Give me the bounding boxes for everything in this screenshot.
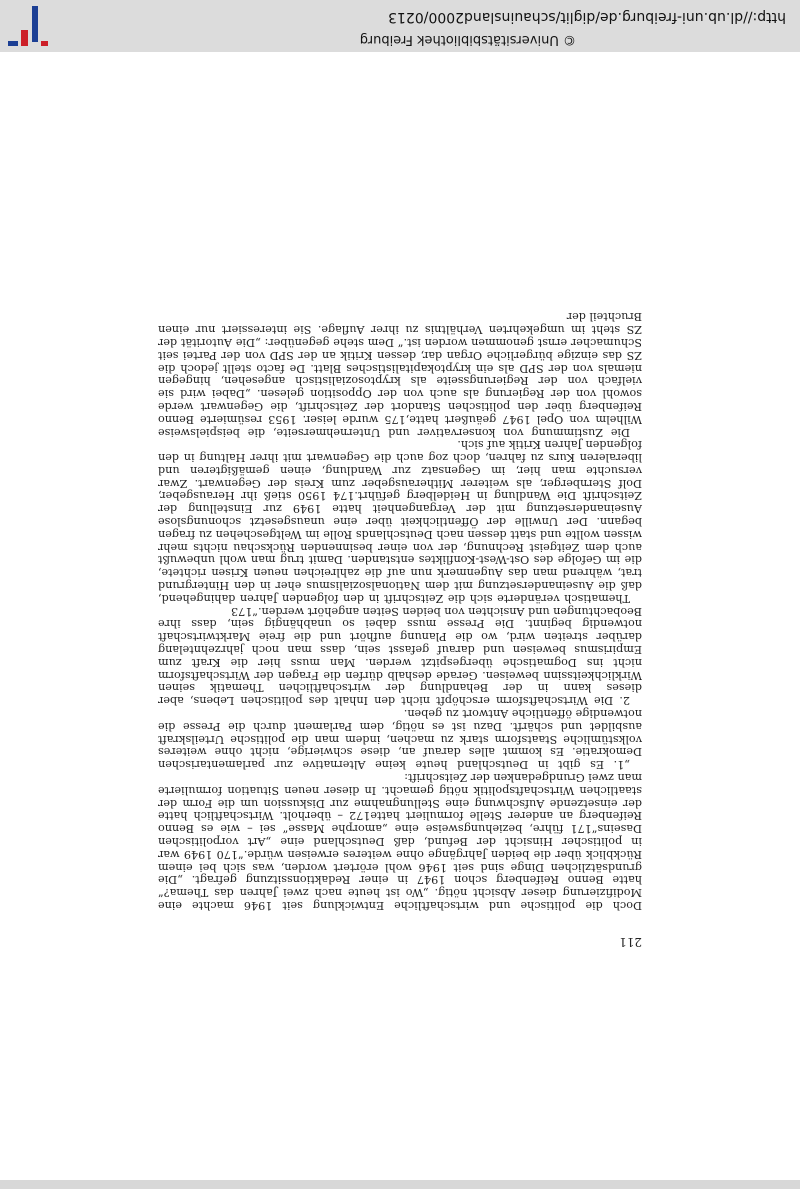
page-number: 211 <box>619 935 642 949</box>
footer-band <box>0 1180 800 1189</box>
header-band <box>0 0 800 52</box>
paragraph-3-quote: 2. Die Wirtschaftsform erschöpft nicht den Inhalt des politischen Lebens, aber dieses kann in der Behandlung der wirtschaftlichen Thematik seinen Wirklichkeitssinn beweisen. Gerade deshalb dürfen die Fragen der Wirtschaftsform nicht ins Dogmatische übergespitzt werden. Man muss hier die Kraft zum Empirismus beweisen und darauf gefasst sein, dass man noch jahrzehntelang darüber streiten wird, wo die Planung aufhört und die freie Marktwirtschaft notwendig beginnt. Die Presse muss dabei so unabhängig sein, dass ihre Beobachtungen und Ansichten von beiden Seiten angehört werden.“173 <box>158 604 642 708</box>
paragraph-1: Doch die politische und wirtschaftliche Entwicklung seit 1946 machte eine Modifizierung dieser Absicht nötig. „Wo ist heute nach zwei Jahren das Thema?“ hatte Benno Reifenberg schon 1947 in einer Redaktionssitzung gefragt. „Die grundsätzlichen Dinge sind seit 1946 wohl erörtert worden, was sich bei einem Rückblick über die beiden Jahrgänge ohne weiteres erweisen würde.“170 1949 war in politischer Hinsicht der Befund, daß Deutschland eine „Art vorpolitischen Daseins“171 führe, beziehungsweise eine „amorphe Masse“ sei – wie es Benno Reifenberg an anderer Stelle formuliert hatte172 – überholt. Wirtschaftlich hatte der einsetzende Aufschwung eine Stellungnahme zur Diskussion um die Form der staatlichen Wirtschaftspolitik nötig gemacht. In dieser neuen Situation formulierte man zwei Grundgedanken der Zeitschrift: <box>158 771 642 912</box>
paragraph-5: Die Zustimmung von konservativer und Unternehmerseite, die beispielsweise Wilhelm von Opel 1947 geäußert hatte,175 wurde leiser. 1953 resümierte Benno Reifenberg über den politischen Standort der Zeitschrift, die Gegenwart werde sowohl von der Regierung als auch von der Opposition gelesen. „Dabei wird sie vielfach von der Regierungsseite als kryptosozialistisch angesehen, hingegen niemals von der SPD als ein kryptokapitalistisches Blatt. De facto stellt jedoch die ZS das einzige bürgerliche Organ dar, dessen Kritik an der SPD von der Partei seit Schumacher ernst genommen worden ist.“ Dem stehe gegenüber: „Die Autorität der ZS steht im umgekehrten Verhältnis zu ihrer Auflage. Sie interessiert nur einen Bruchteil der <box>158 310 642 439</box>
institution-label: © Universitätsbibliothek Freiburg <box>359 32 576 47</box>
body-text <box>158 310 642 911</box>
paragraph-2-quote: „1. Es gibt in Deutschland heute keine Alternative zur parlamentarischen Demokratie. Es kommt alles darauf an, diese schwierige, nicht ohne weiteres volkstümliche Staatsform stark zu machen, indem man die politische Urteilskraft ausbildet und schärft. Dazu ist es nötig, dem Parlament durch die Presse die notwendige öffentliche Antwort zu geben. <box>158 707 642 772</box>
ub-freiburg-logo-icon <box>8 6 48 46</box>
source-url-link[interactable]: http://dl.ub.uni-freiburg.de/diglit/schauinsland2000/0213 <box>388 9 786 25</box>
paragraph-4: Thematisch veränderte sich die Zeitschrift in den folgenden Jahren dahingehend, daß die Auseinandersetzung mit dem Nationalsozialismus eher in den Hintergrund trat, während man das Augenmerk nun auf die zahlreichen neuen Krisen richtete, die im Gefolge des Ost-West-Konfliktes entstanden. Damit trug man wohl unbewußt auch dem Zeitgeist Rechnung, der von einer besinnenden Rückschau nichts mehr wissen wollte und statt dessen nach Deutschlands Rolle im Weltgeschehen zu fragen begann. Der Unwille der Öffentlichkeit über eine unausgesetzt schonungslose Auseinandersetzung mit der Vergangenheit hatte 1949 zur Einstellung der Zeitschrift Die Wandlung in Heidelberg geführt.174 1950 stieß ihr Herausgeber, Dolf Sternberger, als weiterer Mitherausgeber zum Kreis der Gegenwart. Zwar versuchte man hier, im Gegensatz zur Wandlung, einen gemäßigteren und liberaleren Kurs zu fahren, doch zog auch die Gegenwart mit ihrer Haltung in den folgenden Jahren Kritik auf sich. <box>158 438 642 605</box>
